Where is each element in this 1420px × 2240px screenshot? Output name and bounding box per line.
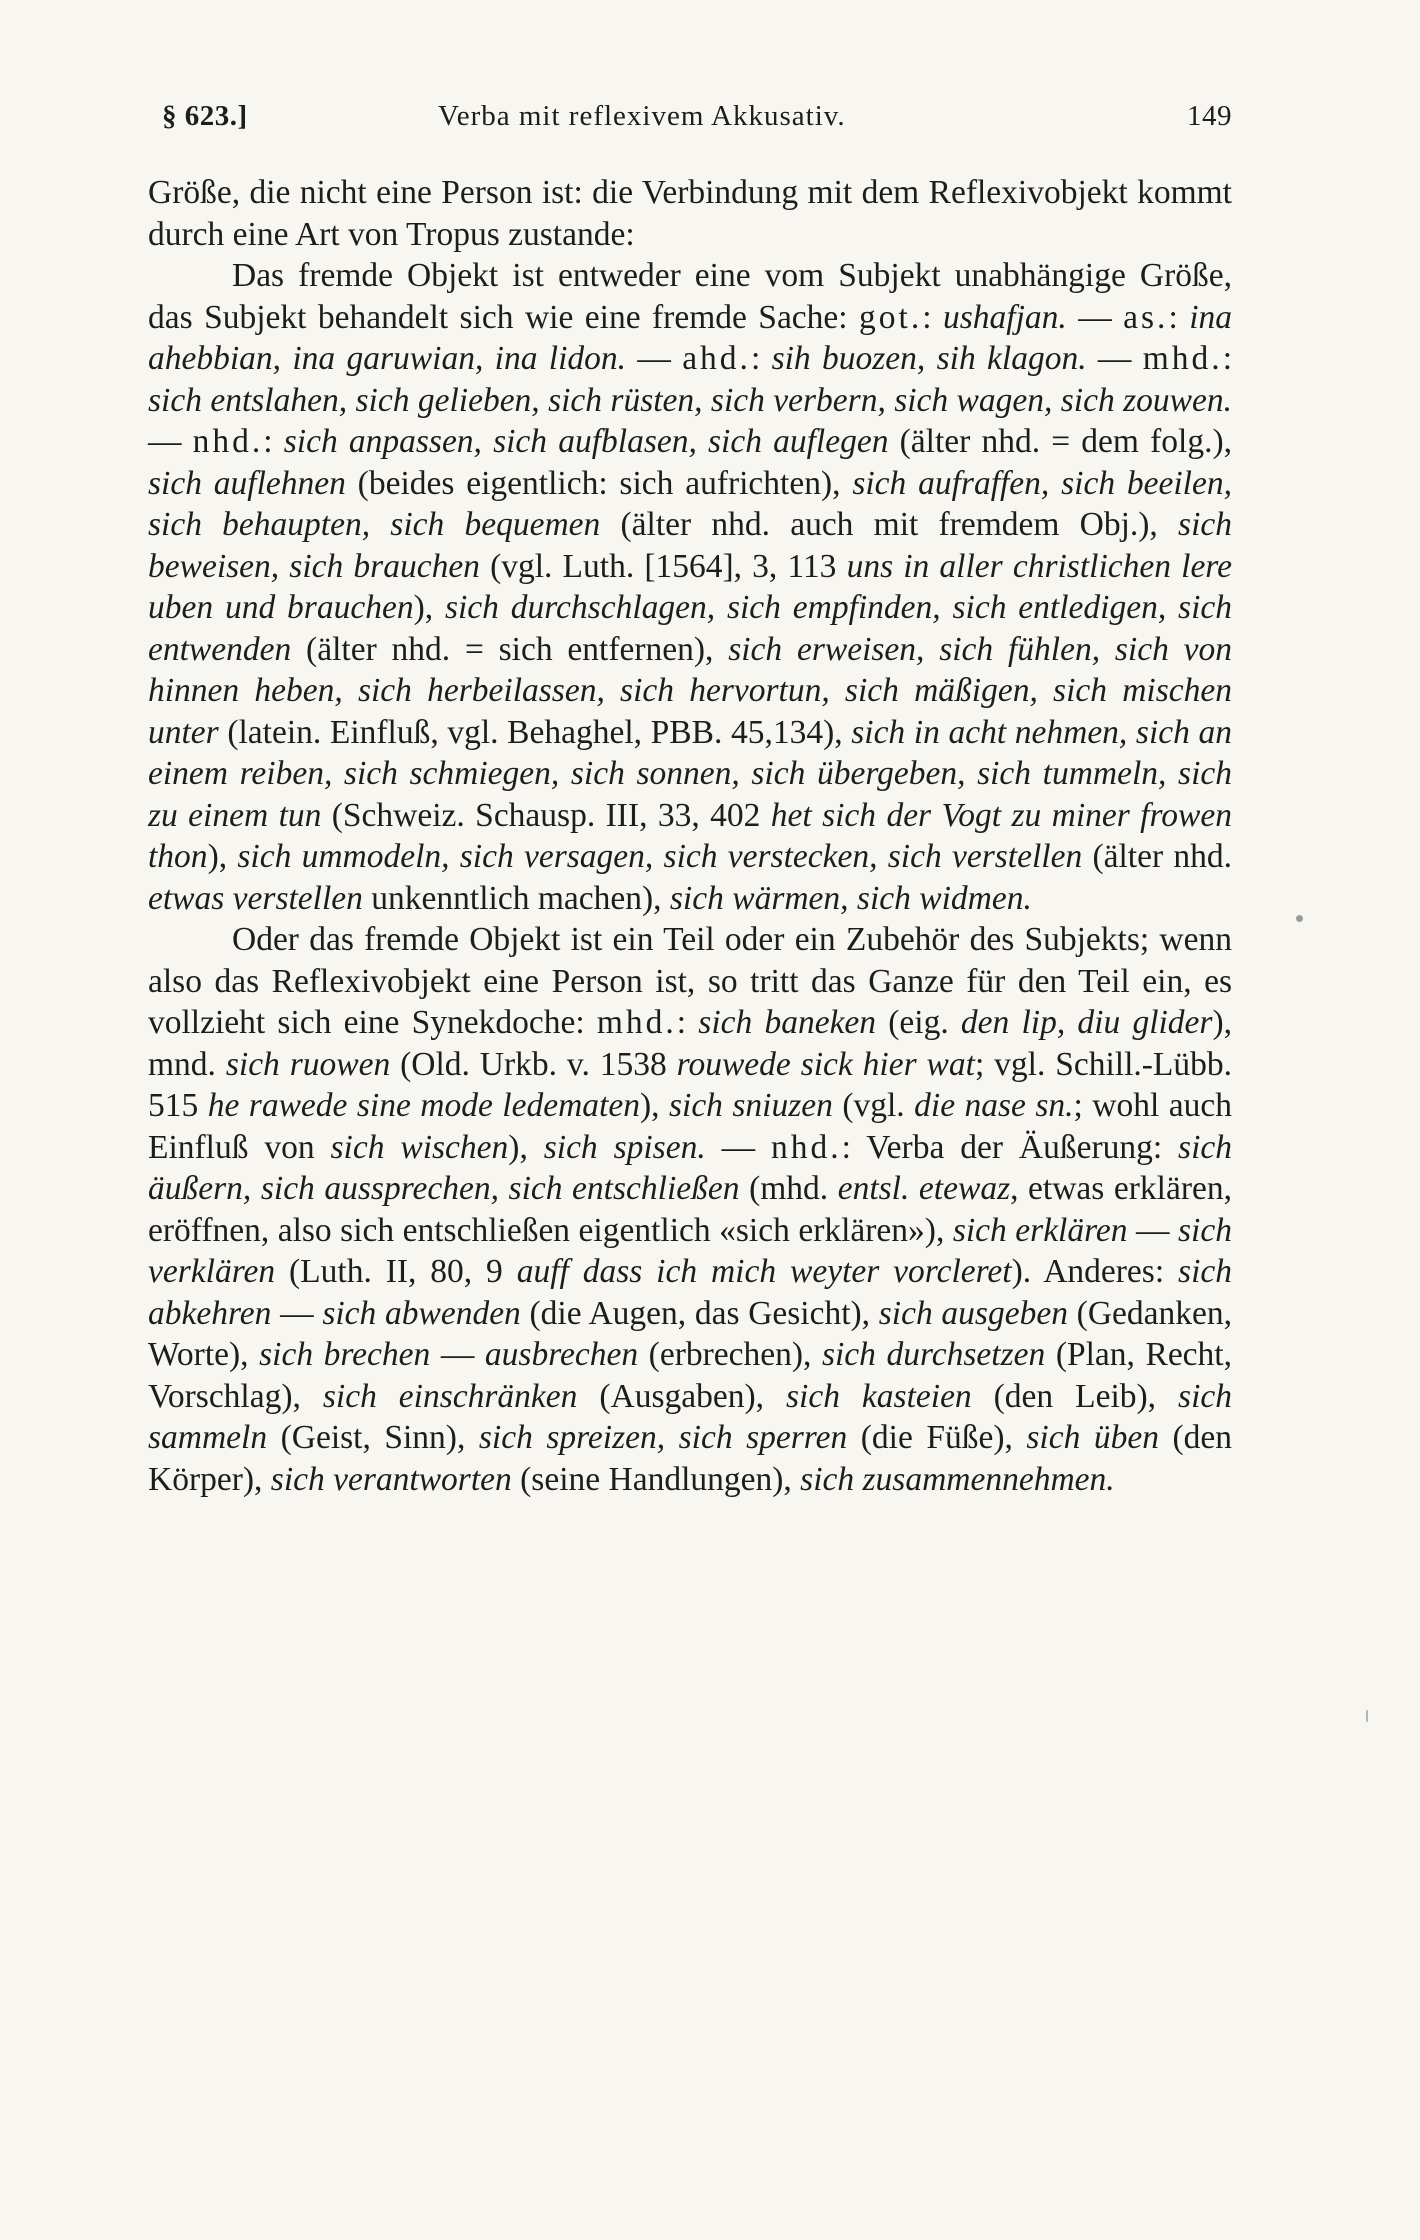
text-run: (Gedanken, Worte),: [148, 1294, 1232, 1373]
text-run: (mhd.: [739, 1170, 838, 1207]
margin-speck: [1366, 1710, 1368, 1722]
text-run: (den Leib),: [971, 1377, 1179, 1415]
italic-term: sich entslahen, sich gelieben, sich rüsten, sich verbern, sich wagen, sich zouwen.: [148, 381, 1232, 419]
text-run: :: [1222, 340, 1232, 377]
text-run: (die Füße),: [847, 1419, 1027, 1456]
italic-term: het sich der Vogt zu miner frowen thon: [148, 796, 1232, 875]
italic-term: sich brechen: [259, 1336, 431, 1373]
italic-term: sich aufraffen, sich beeilen, sich behaupten, sich bequemen: [148, 464, 1232, 543]
language-abbrev: ahd.: [682, 340, 751, 377]
language-abbrev: mhd.: [596, 1004, 677, 1041]
text-run: (Ausgaben),: [577, 1377, 786, 1415]
text-run: (älter nhd. = sich entfernen),: [291, 630, 729, 668]
text-run: :: [750, 340, 772, 377]
italic-term: sich anpassen, sich aufblasen, sich auflegen: [283, 423, 889, 460]
italic-term: sich erweisen, sich fühlen, sich von hinnen heben, sich herbeilassen, sich hervortun, sich mäßigen, sich mischen unter: [148, 630, 1233, 751]
text-run: :: [922, 298, 943, 336]
italic-term: rouwede sick hier wat: [676, 1045, 975, 1083]
language-abbrev: nhd.: [770, 1128, 842, 1166]
text-run: ),: [413, 589, 445, 626]
italic-term: sich wärmen, sich widmen.: [669, 879, 1032, 917]
text-run: —: [1066, 298, 1124, 336]
text-run: (Schweiz. Schausp. III, 33, 402: [321, 796, 771, 834]
italic-term: sich zusammennehmen.: [800, 1460, 1115, 1498]
italic-term: sich einschränken: [322, 1377, 578, 1415]
italic-term: sich abwenden: [322, 1294, 521, 1332]
italic-term: uns in aller christlichen lere uben und brauchen: [148, 547, 1232, 626]
text-run: (beides eigentlich: sich aufrichten),: [345, 464, 853, 502]
italic-term: sich verklären: [148, 1211, 1232, 1290]
italic-term: sich durchsetzen: [821, 1336, 1046, 1373]
text-run: ; wohl auch Einfluß von: [148, 1087, 1233, 1166]
language-abbrev: mhd.: [1142, 340, 1223, 377]
text-run: (Geist, Sinn),: [267, 1419, 479, 1456]
text-run: (älter nhd. = dem folg.),: [888, 423, 1232, 460]
italic-term: sich durchschlagen, sich empfinden, sich entledigen, sich entwenden: [148, 589, 1233, 668]
italic-term: ina ahebbian, ina garuwian, ina lidon.: [148, 298, 1232, 377]
section-number: § 623.]: [162, 100, 248, 132]
text-run: (latein. Einfluß, vgl. Behaghel, PBB. 45,134),: [218, 713, 852, 751]
paragraph: [148, 255, 1232, 919]
body-text: [148, 172, 1232, 1500]
text-run: ),: [639, 1087, 669, 1124]
text-run: ), mnd.: [148, 1004, 1232, 1083]
language-abbrev: nhd.: [192, 423, 264, 460]
italic-term: sich äußern, sich aussprechen, sich entschließen: [148, 1128, 1233, 1207]
italic-term: sich spisen.: [543, 1128, 706, 1166]
text-run: , etwas erklären, eröffnen, also sich entschließen eigentlich «sich erklären»),: [148, 1170, 1232, 1249]
italic-term: he rawede sine mode ledematen: [207, 1087, 640, 1124]
italic-term: sih buozen, sih klagon.: [771, 340, 1087, 377]
italic-term: sich ausgeben: [878, 1294, 1068, 1332]
italic-term: sich baneken: [698, 1004, 877, 1041]
italic-term: sich ummodeln, sich versagen, sich verstecken, sich verstellen: [237, 838, 1083, 875]
italic-term: entsl. etewaz: [837, 1170, 1011, 1207]
text-run: —: [1086, 340, 1143, 377]
text-run: Das fremde Objekt ist entweder eine vom Subjekt unabhängige Größe, das Subjekt behandelt sich wie eine fremde Sache:: [148, 257, 1232, 336]
italic-term: auff dass ich mich weyter vorcleret: [516, 1253, 1012, 1290]
running-title: Verba mit reflexivem Akkusativ.: [438, 100, 846, 132]
text-run: :: [1168, 298, 1190, 336]
text-run: (vgl. Luth. [1564], 3, 113: [479, 547, 847, 585]
text-run: —: [148, 423, 193, 460]
italic-term: sich sniuzen: [668, 1087, 833, 1124]
text-run: (eig.: [876, 1004, 961, 1041]
italic-term: sich spreizen, sich sperren: [478, 1419, 848, 1456]
italic-term: ushafjan.: [942, 298, 1067, 336]
text-run: (Old. Urkb. v. 1538: [390, 1045, 677, 1083]
text-run: (den Körper),: [148, 1419, 1232, 1498]
text-run: ),: [508, 1128, 544, 1166]
paragraph: [148, 172, 1232, 255]
language-abbrev: got.: [859, 298, 923, 336]
text-run: : Verba der Äußerung:: [841, 1128, 1179, 1166]
italic-term: sich kasteien: [786, 1377, 972, 1415]
italic-term: sich verantworten: [270, 1460, 512, 1498]
text-run: Oder das fremde Objekt ist ein Teil oder ein Zubehör des Subjekts; wenn also das Reflexivobjekt eine Person ist, so tritt das Ganze für den Teil ein, es vollzieht sich eine Synekdoche:: [148, 921, 1232, 1041]
paragraph: [148, 919, 1232, 1500]
italic-term: sich sammeln: [148, 1377, 1232, 1456]
italic-term: etwas verstellen: [148, 879, 363, 917]
italic-term: sich ruowen: [225, 1045, 391, 1083]
text-run: —: [626, 340, 683, 377]
text-run: —: [705, 1128, 771, 1166]
text-run: (älter nhd.: [1082, 838, 1233, 875]
italic-term: sich abkehren: [148, 1253, 1232, 1332]
text-run: ),: [207, 838, 238, 875]
book-page: [148, 100, 1232, 1500]
italic-term: den lip, diu glider: [960, 1004, 1213, 1041]
language-abbrev: as.: [1123, 298, 1169, 336]
italic-term: die nase sn.: [914, 1087, 1074, 1124]
italic-term: sich üben: [1026, 1419, 1159, 1456]
text-run: ). Anderes:: [1011, 1253, 1179, 1290]
text-run: (Luth. II, 80, 9: [275, 1253, 517, 1290]
italic-term: sich auflehnen: [148, 464, 346, 502]
text-run: :: [263, 423, 284, 460]
page-number: 149: [1187, 100, 1232, 132]
text-run: (vgl.: [832, 1087, 915, 1124]
text-run: (älter nhd. auch mit fremdem Obj.),: [600, 506, 1179, 543]
text-run: :: [676, 1004, 699, 1041]
italic-term: sich in acht nehmen, sich an einem reiben, sich schmiegen, sich sonnen, sich übergeben, sich tummeln, sich zu einem tun: [148, 713, 1232, 834]
text-run: unkenntlich machen),: [362, 879, 670, 917]
text-run: (Plan, Recht, Vorschlag),: [148, 1336, 1232, 1415]
text-run: —: [1127, 1211, 1179, 1249]
italic-term: sich erklären: [952, 1211, 1128, 1249]
running-head: [148, 100, 1232, 148]
italic-term: sich beweisen, sich brauchen: [148, 506, 1232, 585]
italic-term: ausbrechen: [484, 1336, 639, 1373]
text-run: ; vgl. Schill.-Lübb. 515: [148, 1045, 1233, 1124]
italic-term: sich wischen: [330, 1128, 509, 1166]
text-run: Größe, die nicht eine Person ist: die Verbindung mit dem Reflexivobjekt kommt durch eine Art von Tropus zustande:: [148, 174, 1232, 253]
text-run: (die Augen, das Gesicht),: [520, 1294, 879, 1332]
text-run: —: [271, 1294, 323, 1332]
text-run: (seine Handlungen),: [511, 1460, 801, 1498]
text-run: —: [430, 1336, 485, 1373]
margin-speck: [1296, 915, 1303, 922]
text-run: (erbrechen),: [638, 1336, 822, 1373]
